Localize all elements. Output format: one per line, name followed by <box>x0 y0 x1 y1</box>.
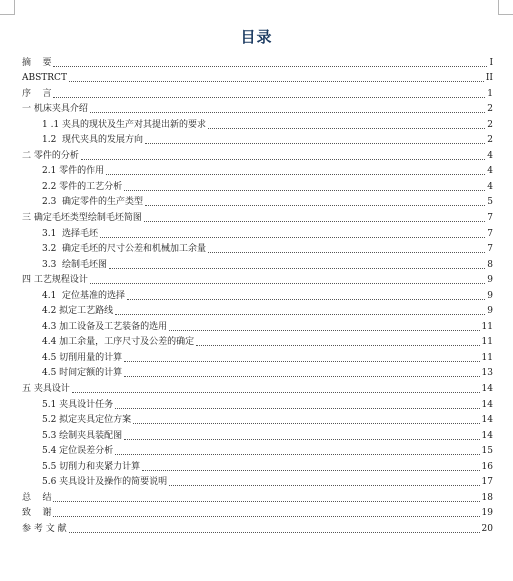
toc-dot-leader <box>196 345 479 346</box>
toc-entry-label: 5.5 切削力和夹紧力计算 <box>42 461 141 472</box>
toc-entry-label: 1.2 现代夹具的发展方向 <box>42 135 144 146</box>
toc-entry-label: 二 零件的分析 <box>22 150 79 161</box>
toc-entry[interactable] <box>22 473 493 489</box>
toc-entry-page-number: 9 <box>487 275 493 286</box>
toc-title: 目录 <box>240 28 273 46</box>
toc-entry[interactable] <box>22 302 493 318</box>
toc-dot-leader <box>115 408 479 409</box>
toc-dot-leader <box>208 252 485 253</box>
toc-entry[interactable] <box>22 411 493 427</box>
toc-entry-label: 4.5 切削用量的计算 <box>42 352 123 363</box>
toc-dot-leader <box>100 237 485 238</box>
toc-entry[interactable] <box>22 348 493 364</box>
toc-entry-label: 2.1 零件的作用 <box>42 166 105 177</box>
toc-dot-leader <box>169 485 479 486</box>
toc-entry[interactable] <box>22 519 493 535</box>
toc-entry-label: ABSTRCT <box>22 73 67 84</box>
toc-entry[interactable] <box>22 224 493 240</box>
toc-entry[interactable] <box>22 131 493 147</box>
toc-entry-label: 四 工艺规程设计 <box>22 275 88 286</box>
toc-entry-page-number: 7 <box>487 213 493 224</box>
toc-entry[interactable] <box>22 426 493 442</box>
toc-entry-label: 3.2 确定毛坯的尺寸公差和机械加工余量 <box>42 244 207 255</box>
toc-dot-leader <box>106 174 485 175</box>
toc-entry-page-number: 9 <box>487 290 493 301</box>
toc-entry[interactable] <box>22 317 493 333</box>
toc-entry[interactable] <box>22 240 493 256</box>
toc-entry[interactable] <box>22 442 493 458</box>
toc-entry-page-number: 2 <box>487 119 493 130</box>
toc-dot-leader <box>124 361 479 362</box>
page-corner-mark-right <box>498 0 513 15</box>
toc-entry-page-number: II <box>485 73 493 84</box>
toc-dot-leader <box>124 190 485 191</box>
toc-entry[interactable] <box>22 364 493 380</box>
toc-entry[interactable] <box>22 115 493 131</box>
toc-entry-page-number: 8 <box>487 259 493 270</box>
toc-dot-leader <box>53 97 485 98</box>
toc-entry-label: 2.2 零件的工艺分析 <box>42 181 123 192</box>
toc-entry[interactable] <box>22 146 493 162</box>
toc-entry-page-number: 19 <box>481 508 493 519</box>
toc-entry-label: 序 言 <box>22 88 52 99</box>
toc-entry[interactable] <box>22 255 493 271</box>
toc-entry-page-number: 14 <box>481 430 493 441</box>
toc-entry-page-number: 15 <box>481 446 493 457</box>
toc-entry-label: 总 结 <box>22 492 52 503</box>
toc-entry-label: 1 .1 夹具的现状及生产对其提出新的要求 <box>42 119 207 130</box>
toc-dot-leader <box>208 128 485 129</box>
toc-entry-label: 致 谢 <box>22 508 52 519</box>
toc-entry-label: 3.1 选择毛坯 <box>42 228 99 239</box>
toc-dot-leader <box>145 205 485 206</box>
toc-entry[interactable] <box>22 69 493 85</box>
toc-entry[interactable] <box>22 395 493 411</box>
toc-entry[interactable] <box>22 53 493 69</box>
toc-entry-page-number: I <box>489 57 493 68</box>
toc-dot-leader <box>53 66 487 67</box>
toc-entry-page-number: 7 <box>487 228 493 239</box>
toc-entry-label: 4.2 拟定工艺路线 <box>42 306 114 317</box>
toc-entry-page-number: 18 <box>481 492 493 503</box>
toc-entry-page-number: 11 <box>481 352 493 363</box>
toc-entry[interactable] <box>22 488 493 504</box>
toc-entry-label: 参 考 文 献 <box>22 523 67 534</box>
toc-entry[interactable] <box>22 379 493 395</box>
toc-dot-leader <box>90 283 485 284</box>
toc-entry-page-number: 5 <box>487 197 493 208</box>
toc-entry-page-number: 17 <box>481 477 493 488</box>
toc-dot-leader <box>72 392 480 393</box>
toc-dot-leader <box>90 112 485 113</box>
table-of-contents <box>22 53 493 535</box>
toc-dot-leader <box>109 268 485 269</box>
toc-entry-page-number: 14 <box>481 384 493 395</box>
toc-entry-label: 三 确定毛坯类型绘制毛坯简图 <box>22 213 142 224</box>
toc-entry-page-number: 20 <box>481 523 493 534</box>
toc-entry-page-number: 9 <box>487 306 493 317</box>
toc-entry-label: 5.4 定位误差分析 <box>42 446 114 457</box>
toc-entry-label: 2.3 确定零件的生产类型 <box>42 197 144 208</box>
toc-entry-page-number: 7 <box>487 244 493 255</box>
toc-entry-label: 5.6 夹具设计及操作的简要说明 <box>42 477 168 488</box>
toc-dot-leader <box>115 454 479 455</box>
toc-entry[interactable] <box>22 333 493 349</box>
toc-entry[interactable] <box>22 193 493 209</box>
toc-entry[interactable] <box>22 177 493 193</box>
toc-dot-leader <box>53 501 479 502</box>
toc-entry-page-number: 11 <box>481 337 493 348</box>
toc-entry-label: 4.1 定位基准的选择 <box>42 290 126 301</box>
toc-entry-label: 5.2 拟定夹具定位方案 <box>42 415 132 426</box>
toc-entry[interactable] <box>22 84 493 100</box>
toc-entry-label: 4.5 时间定额的计算 <box>42 368 123 379</box>
toc-entry-label: 5.1 夹具设计任务 <box>42 399 114 410</box>
toc-entry[interactable] <box>22 162 493 178</box>
toc-entry-label: 4.3 加工设备及工艺装备的选用 <box>42 321 168 332</box>
toc-entry-label: 4.4 加工余量，工序尺寸及公差的确定 <box>42 337 195 348</box>
toc-entry-page-number: 1 <box>487 88 493 99</box>
toc-dot-leader <box>127 299 485 300</box>
toc-entry-page-number: 13 <box>481 368 493 379</box>
toc-dot-leader <box>53 516 479 517</box>
toc-dot-leader <box>124 376 479 377</box>
toc-dot-leader <box>133 423 479 424</box>
toc-dot-leader <box>144 221 485 222</box>
toc-entry-label: 3.3 绘制毛坯图 <box>42 259 108 270</box>
toc-entry-page-number: 14 <box>481 415 493 426</box>
toc-dot-leader <box>124 439 479 440</box>
toc-entry[interactable] <box>22 457 493 473</box>
toc-entry-label: 摘 要 <box>22 57 52 68</box>
toc-entry[interactable] <box>22 100 493 116</box>
toc-entry-page-number: 4 <box>487 166 493 177</box>
toc-entry-page-number: 2 <box>487 135 493 146</box>
toc-entry-page-number: 16 <box>481 461 493 472</box>
toc-entry-page-number: 11 <box>481 321 493 332</box>
toc-entry[interactable] <box>22 271 493 287</box>
toc-entry[interactable] <box>22 286 493 302</box>
toc-dot-leader <box>142 470 479 471</box>
toc-dot-leader <box>69 81 484 82</box>
toc-entry-label: 5.3 绘制夹具装配图 <box>42 430 123 441</box>
toc-entry-page-number: 2 <box>487 104 493 115</box>
toc-entry-label: 一 机床夹具介绍 <box>22 104 88 115</box>
toc-dot-leader <box>145 143 485 144</box>
toc-entry-page-number: 14 <box>481 399 493 410</box>
page-corner-mark-left <box>0 0 15 15</box>
toc-entry[interactable] <box>22 208 493 224</box>
toc-entry-page-number: 4 <box>487 150 493 161</box>
toc-entry-label: 五 夹具设计 <box>22 384 70 395</box>
toc-dot-leader <box>81 159 485 160</box>
toc-dot-leader <box>169 330 479 331</box>
toc-entry[interactable] <box>22 504 493 520</box>
toc-dot-leader <box>69 532 480 533</box>
toc-entry-page-number: 4 <box>487 181 493 192</box>
toc-dot-leader <box>115 314 485 315</box>
